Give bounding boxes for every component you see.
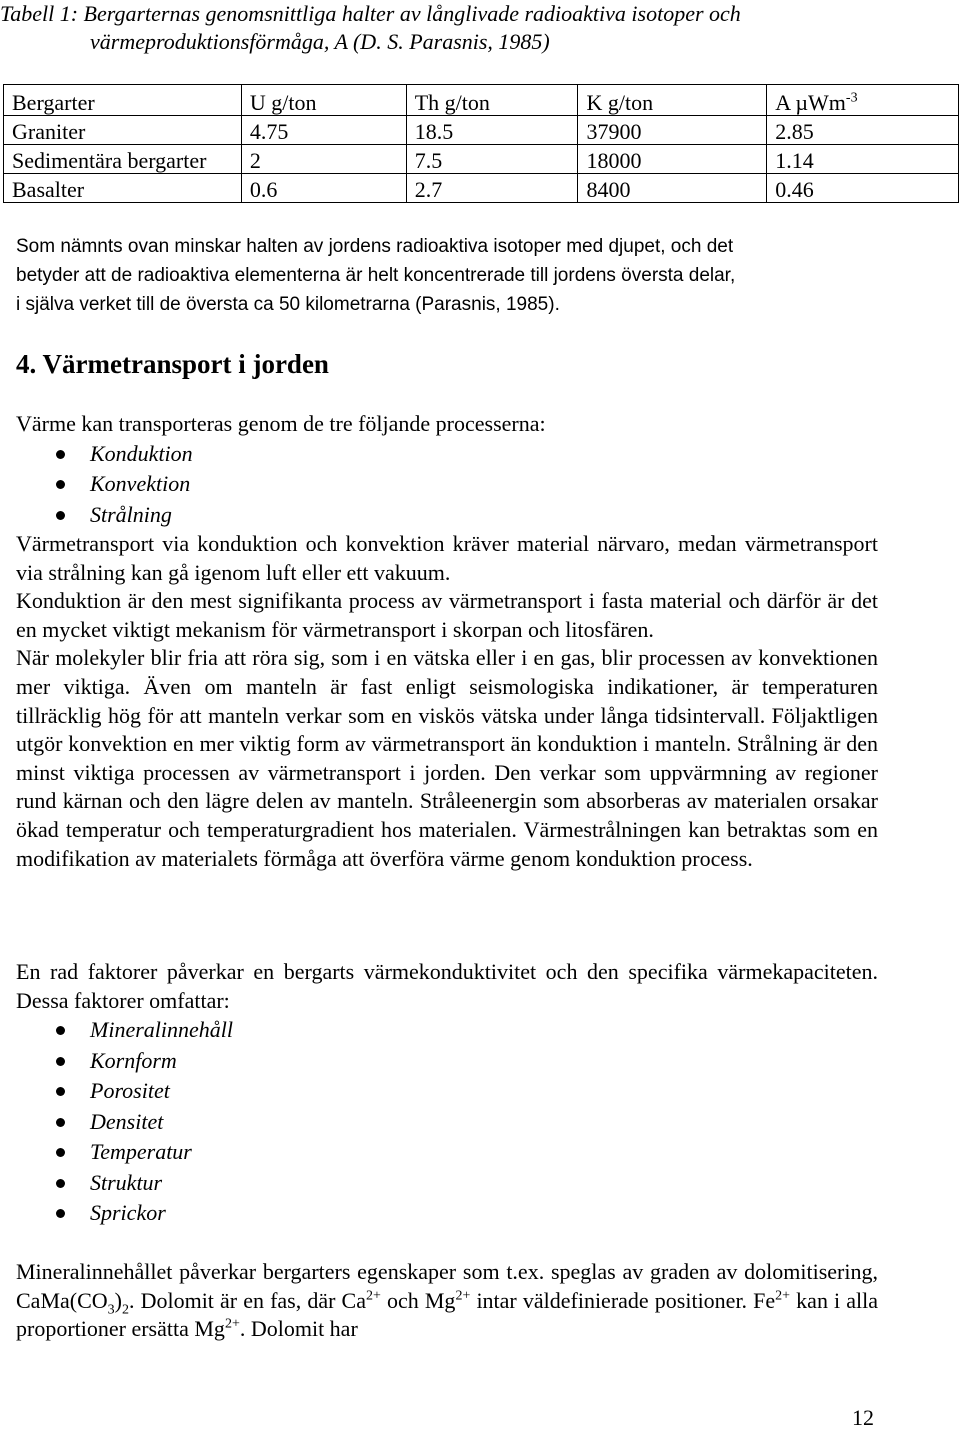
transport-paragraph: När molekyler blir fria att röra sig, som i en vätska eller i en gas, blir processen av konvektionen mer viktiga. Även om manteln är fast enligt seismologiska indikationer, är temperaturen tillräcklig hög för att manteln verkar som en viskös vätska under långa tidsintervall. Följaktligen utgör konvektion en mer viktig form av värmetransport än konduktion i manteln. Strålning är den minst viktiga processen av värmetransport i jorden. Den verkar som uppvärmning av regioner rund kärnan och den lägre delen av manteln. Stråleenergin som absorberas av materialen orsakar ökad temperatur och temperaturgradient hos materialen. Värmestrålningen kan betraktas som en modifikation av materialets förmåga att överföra värme genom konduktion process. [16,645,878,871]
table-cell: 8400 [578,174,767,203]
list-item [16,1198,878,1229]
transport-section [16,410,878,873]
page-number: 12 [852,1405,874,1430]
factor-label: Mineralinnehåll [90,1017,233,1043]
table-row [4,116,959,145]
list-item [16,1015,878,1046]
bullet-icon [56,1026,65,1035]
table-header-cell: Bergarter [4,85,242,116]
superscript: 2+ [365,1288,381,1304]
bullet-icon [56,1209,65,1218]
table-cell: Sedimentära bergarter [4,145,242,174]
bullet-icon [56,1179,65,1188]
factor-label: Kornform [90,1047,177,1073]
process-list [16,439,878,531]
table-cell: 2.7 [406,174,578,203]
rock-isotope-table [3,84,959,203]
factors-lead: En rad faktorer påverkar en bergarts värmekonduktivitet och den specifika värmekapaciteten. Dessa faktorer omfattar: [16,959,878,1013]
table-cell: 18000 [578,145,767,174]
mineral-text: . Dolomit är en fas, där Ca [128,1287,366,1313]
header-a-label: A µWm [775,90,846,115]
transport-paragraph: Värmetransport via konduktion och konvektion kräver material närvaro, medan värmetransport via strålning kan gå igenom luft eller ett vakuum. [16,531,878,585]
table-cell: 2 [241,145,406,174]
transport-lead: Värme kan transporteras genom de tre följande processerna: [16,411,546,436]
list-item [16,500,878,531]
bullet-icon [56,1087,65,1096]
factor-label: Temperatur [90,1139,192,1165]
process-label: Strålning [90,501,172,527]
list-item [16,1076,878,1107]
table-header-cell-a [767,85,959,116]
bullet-icon [56,1057,65,1066]
subscript: 2 [121,1301,129,1317]
table-cell: 0.46 [767,174,959,203]
mineral-text: intar väldefinierade positioner. Fe [470,1287,776,1313]
mineral-text: . Dolomit har [239,1316,358,1342]
factor-label: Sprickor [90,1200,166,1226]
superscript: 2+ [224,1316,240,1332]
factors-section [16,958,878,1229]
list-item [16,1107,878,1138]
table-cell: Basalter [4,174,242,203]
mineral-text: ) [114,1287,122,1313]
transport-paragraph: Konduktion är den mest signifikanta process av värmetransport i fasta material och därför är det en mycket viktigt mekanism för värmetransport i skorpan och litosfären. [16,588,878,642]
list-item [16,1168,878,1199]
list-item [16,439,878,470]
factor-label: Porositet [90,1078,170,1104]
factor-label: Struktur [90,1169,163,1195]
mineral-text: kan i alla proportioner ersätta Mg [16,1287,879,1342]
list-item [16,1046,878,1077]
table-caption [0,0,900,56]
table-cell: 4.75 [241,116,406,145]
table-header-row [4,85,959,116]
factor-list [16,1015,878,1229]
process-label: Konvektion [90,471,191,497]
intro-paragraph [16,232,896,319]
subscript: 3 [107,1301,115,1317]
intro-line: betyder att de radioaktiva elementerna är helt koncentrerade till jordens översta delar, [16,265,736,286]
table-cell: 37900 [578,116,767,145]
list-item [16,1137,878,1168]
table-row [4,145,959,174]
mineral-section [16,1258,878,1344]
superscript: 2+ [455,1288,471,1304]
bullet-icon [56,1148,65,1157]
table-cell: 7.5 [406,145,578,174]
superscript: 2+ [775,1288,791,1304]
table-cell: Graniter [4,116,242,145]
table-row [4,174,959,203]
process-label: Konduktion [90,440,193,466]
mineral-text: och Mg [380,1287,456,1313]
bullet-icon [56,511,65,520]
intro-line: i själva verket till de översta ca 50 kilometrarna (Parasnis, 1985). [16,294,560,315]
caption-line-1: Tabell 1: Bergarternas genomsnittliga halter av långlivade radioaktiva isotoper och [0,1,741,26]
table-cell: 18.5 [406,116,578,145]
header-a-exponent: -3 [845,90,858,106]
table-header-cell: K g/ton [578,85,767,116]
factor-label: Densitet [90,1108,164,1134]
table-header-cell: U g/ton [241,85,406,116]
intro-line: Som nämnts ovan minskar halten av jordens radioaktiva isotoper med djupet, och det [16,236,734,257]
mineral-paragraph [16,1258,878,1344]
mineral-text: Mineralinnehållet påverkar bergarters egenskaper som t.ex. speglas av graden av dolomitisering, CaMa(CO [16,1259,878,1313]
table-cell: 2.85 [767,116,959,145]
table-cell: 0.6 [241,174,406,203]
caption-line-2: värmeproduktionsförmåga, A (D. S. Parasnis, 1985) [90,29,550,54]
table-cell: 1.14 [767,145,959,174]
bullet-icon [56,450,65,459]
section-heading: 4. Värmetransport i jorden [16,349,329,379]
list-item [16,469,878,500]
bullet-icon [56,1118,65,1127]
bullet-icon [56,480,65,489]
table-header-cell: Th g/ton [406,85,578,116]
